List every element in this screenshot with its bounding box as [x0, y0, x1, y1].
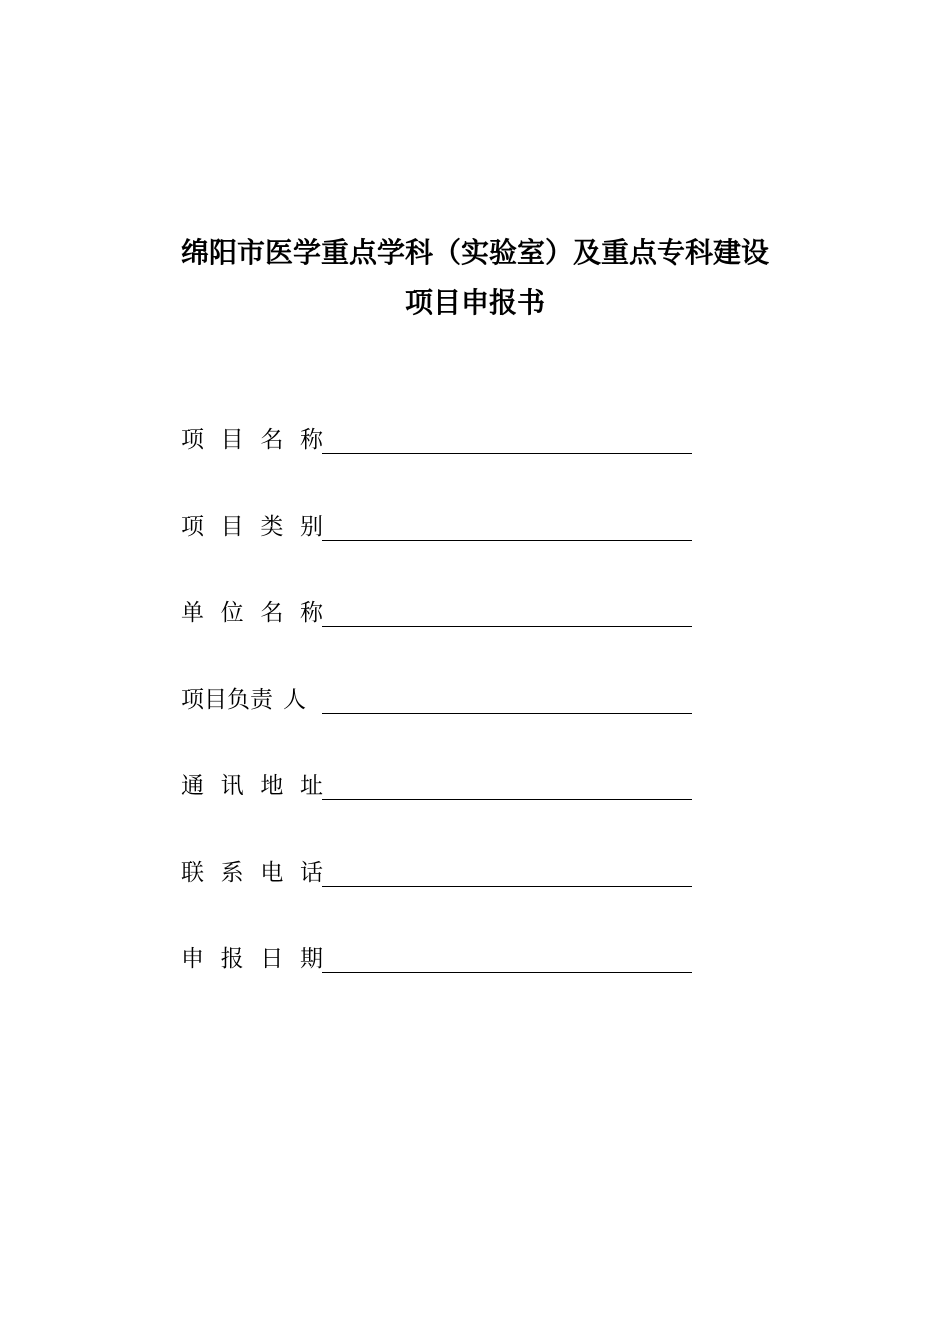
field-label-char: 责: [250, 686, 273, 713]
field-label-char: 项: [181, 427, 204, 453]
title-line-1: 绵阳市医学重点学科（实验室）及重点专科建设: [180, 236, 769, 269]
field-label-char: 讯: [220, 773, 244, 799]
document-title: [0, 228, 950, 328]
field-label: [181, 509, 323, 545]
field-label: [181, 855, 323, 891]
field-label-char: 期: [299, 946, 323, 972]
field-label-char: 目: [220, 427, 244, 453]
field-project-leader: [181, 682, 701, 769]
title-line-2: 项目申报书: [404, 286, 545, 319]
field-label: [181, 422, 323, 458]
field-underline[interactable]: [322, 972, 692, 973]
field-label-char: 系: [220, 859, 244, 886]
field-underline[interactable]: [322, 626, 692, 627]
field-label-char: 目: [220, 513, 244, 540]
field-label-char: 目: [204, 686, 227, 713]
field-label-char: 报: [220, 946, 244, 972]
field-application-date: [181, 941, 701, 1028]
field-label-char: 通: [181, 773, 204, 799]
field-label-char: 联: [181, 859, 204, 886]
field-underline[interactable]: [322, 713, 692, 714]
field-label-char: 人: [283, 686, 306, 713]
field-label-char: 别: [299, 513, 323, 540]
field-label: [181, 595, 323, 631]
field-label-char: 址: [299, 773, 323, 799]
field-unit-name: [181, 595, 701, 682]
field-underline[interactable]: [322, 799, 692, 800]
field-label-char: 话: [299, 859, 323, 886]
field-label-char: 位: [220, 600, 244, 626]
field-underline[interactable]: [322, 886, 692, 887]
field-label-char: 名: [260, 600, 284, 626]
field-label: [181, 682, 323, 718]
field-label-char: 地: [260, 773, 284, 799]
field-contact-phone: [181, 855, 701, 942]
field-label: [181, 768, 323, 804]
field-label-char: 称: [299, 600, 323, 626]
field-project-category: [181, 509, 701, 596]
field-label-char: 电: [260, 859, 284, 886]
application-form-fields: [181, 422, 701, 1028]
field-label-char: 名: [260, 427, 284, 453]
field-label: [181, 941, 323, 977]
field-label-char: 单: [181, 600, 204, 626]
field-underline[interactable]: [322, 540, 692, 541]
field-label-char: 日: [260, 946, 284, 972]
field-label-char: 负: [227, 686, 250, 713]
field-label-char: 项: [181, 686, 204, 713]
field-label-char: 类: [260, 513, 284, 540]
field-label-char: 申: [181, 946, 204, 972]
field-project-name: [181, 422, 701, 509]
field-label-char: 称: [299, 427, 323, 453]
field-mailing-address: [181, 768, 701, 855]
field-label-char: 项: [181, 513, 204, 540]
field-underline[interactable]: [322, 453, 692, 454]
